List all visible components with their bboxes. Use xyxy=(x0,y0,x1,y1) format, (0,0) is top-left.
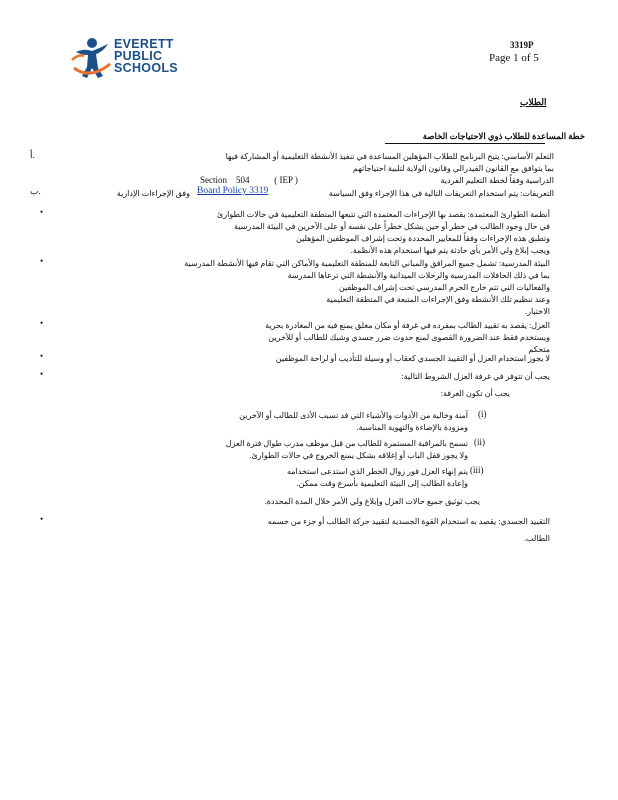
bullet-1-line-3: وتطبق هذه الإجراءات وفقاً للمعايير المحددة وتحت إشراف الموظفين المؤهلين xyxy=(296,234,550,243)
bullet-4-line-1: لا يجوز استخدام العزل أو التقييد الجسدي كعقاب أو وسيلة للتأديب أو لراحة الموظفين xyxy=(275,354,550,363)
bullet-6-line-2: الطالب. xyxy=(524,534,550,543)
bullet-3-line-1: العزل: يقصد به تقييد الطالب بمفرده في غرفة أو مكان مغلق يمنع فيه من المغادرة بحرية xyxy=(265,321,550,330)
sub-item-ii-label: (ii) xyxy=(474,437,485,447)
sub-item-iii-label: (iii) xyxy=(470,465,484,475)
procedure-code: 3319P xyxy=(510,40,534,50)
bullet-dot: • xyxy=(40,514,44,524)
item-a-line-2: بما يتوافق مع القانون الفيدرالي وقانون الولاية لتلبية احتياجاتهم xyxy=(352,164,554,173)
bullet-2-line-5: الاختبار. xyxy=(525,307,550,316)
item-b-line-1b: وفق الإجراءات الإدارية xyxy=(116,189,190,198)
logo-text: EVERETT PUBLIC SCHOOLS xyxy=(114,37,178,75)
bullet-1-line-4: ويجب إبلاغ ولي الأمر بأي حادثة يتم فيها استخدام هذه الأنظمة. xyxy=(350,246,550,255)
sub-item-iii-line-2: وإعادة الطالب إلى البيئة التعليمية بأسرع وقت ممكن. xyxy=(296,479,468,488)
everett-public-schools-logo xyxy=(70,34,190,84)
bullet-dot: • xyxy=(40,318,44,328)
sub-item-i-label: (i) xyxy=(478,409,487,419)
logo-figure-icon xyxy=(70,34,114,82)
item-a-line-3: الدراسية وفقاً لخطة التعليم الفردية xyxy=(440,176,554,185)
page-number: Page 1 of 5 xyxy=(489,52,539,64)
bullet-2-line-1: البيئة المدرسية: تشمل جميع المرافق والمباني التابعة للمنطقة التعليمية والأماكن التي تقام فيها الأنشطة المدرسية xyxy=(184,259,550,268)
item-a-line-1: التعلم الأساسي: يتيح البرنامج للطلاب المؤهلين المساعدة في تنفيذ الأنشطة التعليمية أو المشاركة فيها xyxy=(225,152,554,161)
item-b-line-1: التعريفات: يتم استخدام التعريفات التالية في هذا الإجراء وفق السياسة xyxy=(328,189,554,198)
bullet-3-line-3: متحكم xyxy=(528,345,550,354)
sub-list-intro: يجب أن تكون الغرفة: xyxy=(440,389,510,398)
bullet-dot: • xyxy=(40,256,44,266)
sub-item-i-line-2: ومزودة بالإضاءة والتهوية المناسبة. xyxy=(356,423,468,432)
bullet-dot: • xyxy=(40,351,44,361)
item-b-label: ب. xyxy=(30,186,41,196)
bullet-2-line-3: والفعاليات التي تتم خارج الحرم المدرسي تحت إشراف الموظفين xyxy=(338,283,550,292)
bullet-1-line-2: في حال وجود الطالب في خطر أو حين يشكل خطراً على نفسه أو على الآخرين في البيئة المدرسية xyxy=(234,222,550,231)
topic-heading: الطلاب xyxy=(520,97,547,107)
bullet-6-line-1: التقييد الجسدي: يقصد به استخدام القوة الجسدية لتقييد حركة الطالب أو جزء من جسمه xyxy=(267,517,550,526)
item-a-section-ref: Section 504 ( IEP ) xyxy=(200,175,298,185)
bullet-2-line-4: وعند تنظيم تلك الأنشطة وفق الإجراءات المتبعة في المنطقة التعليمية xyxy=(326,295,550,304)
bullet-dot: • xyxy=(40,369,44,379)
item-a-label: أ. xyxy=(30,150,35,160)
sub-item-ii-line-2: ولا يجوز قفل الباب أو إغلاقه بشكل يمنع الخروج في حالات الطوارئ. xyxy=(249,451,468,460)
section-title: خطة المساعدة للطلاب ذوي الاحتياجات الخاصة xyxy=(422,131,585,141)
title-underline xyxy=(385,143,545,144)
sub-item-ii-line-1: تسمح بالمراقبة المستمرة للطالب من قبل موظف مدرب طوال فترة العزل xyxy=(225,439,468,448)
bullet-5-line-1: يجب أن تتوفر في غرفة العزل الشروط التالية: xyxy=(401,372,550,381)
bullet-dot: • xyxy=(40,207,44,217)
sub-item-iii-line-1: يتم إنهاء العزل فور زوال الخطر الذي استدعى استخدامه xyxy=(286,467,468,476)
bullet-1-line-1: أنظمة الطوارئ المعتمدة: يقصد بها الإجراءات المعتمدة التي تتبعها المنطقة التعليمية في حالات الطوارئ xyxy=(216,210,550,219)
sub-list-note: يجب توثيق جميع حالات العزل وإبلاغ ولي الأمر خلال المدة المحددة. xyxy=(264,497,480,506)
bullet-3-line-2: ويستخدم فقط عند الضرورة القصوى لمنع حدوث ضرر جسدي وشيك للطالب أو للآخرين xyxy=(268,333,550,342)
board-policy-3319-link[interactable]: Board Policy 3319 xyxy=(197,186,269,196)
bullet-2-line-2: بما في ذلك الحافلات المدرسية والرحلات الميدانية والأنشطة التي ترعاها المدرسة xyxy=(287,271,550,280)
sub-item-i-line-1: آمنة وخالية من الأدوات والأشياء التي قد تسبب الأذى للطالب أو الآخرين xyxy=(239,411,468,420)
